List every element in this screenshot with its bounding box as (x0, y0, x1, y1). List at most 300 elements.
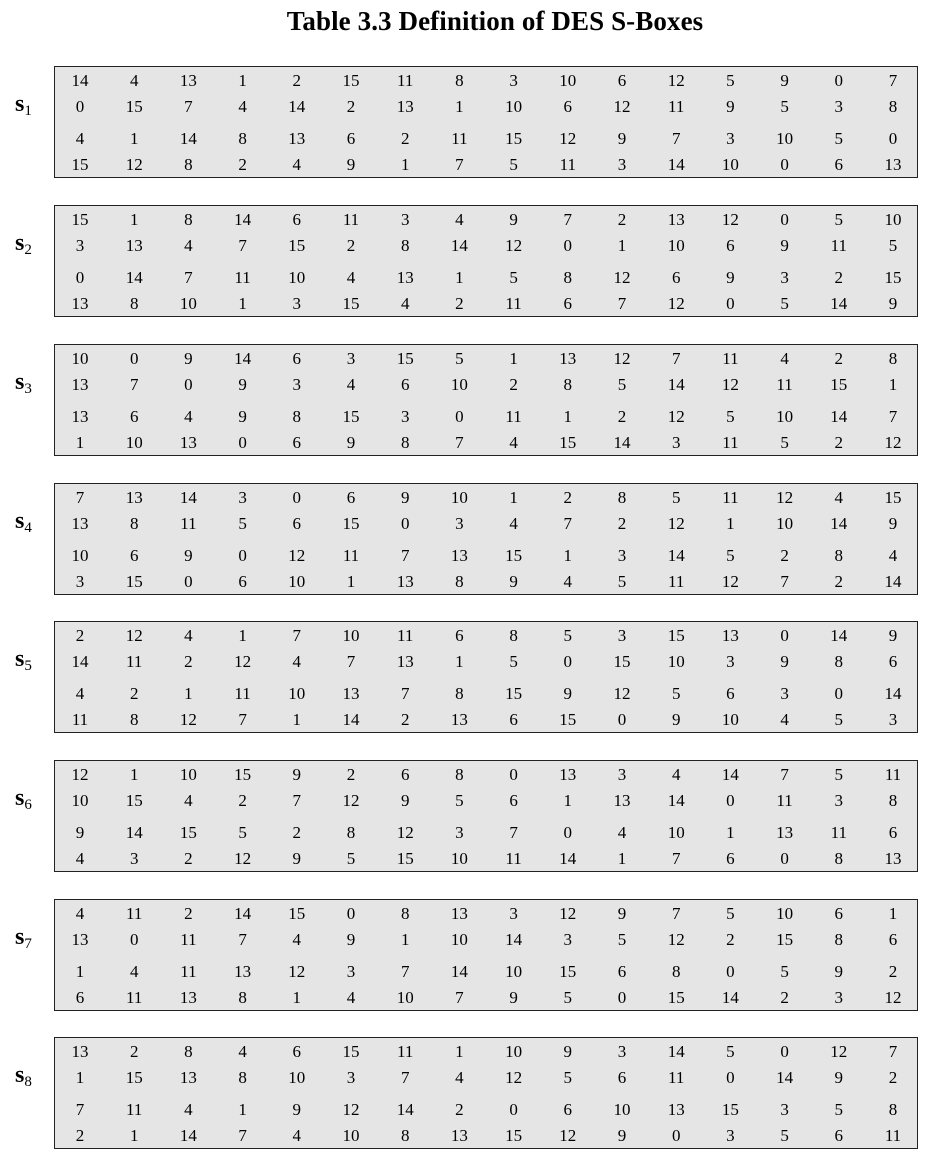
sbox-cell: 11 (342, 546, 360, 565)
sbox-row (55, 930, 917, 950)
sbox-cell: 15 (505, 546, 523, 565)
sbox-cell: 0 (75, 97, 85, 116)
sbox-row (55, 349, 917, 369)
sbox-cell: 0 (75, 268, 85, 287)
sbox-cell: 13 (396, 572, 414, 591)
sbox-label-name: s (15, 1062, 25, 1088)
sbox-cell: 5 (455, 791, 464, 810)
sbox-cell: 10 (288, 1068, 306, 1087)
sbox-cell: 12 (884, 988, 902, 1007)
sbox-cell: 15 (559, 433, 577, 452)
sbox-cell: 15 (179, 823, 197, 842)
sbox-cell: 4 (129, 962, 139, 981)
sbox-cell: 10 (505, 962, 523, 981)
sbox-cell: 12 (288, 546, 306, 565)
sbox-cell: 14 (288, 97, 306, 116)
sbox-cell: 5 (726, 1042, 735, 1061)
sbox-row (55, 488, 917, 508)
sbox-cell: 0 (780, 210, 789, 229)
sbox-cell: 13 (559, 349, 577, 368)
sbox-cell: 1 (238, 71, 247, 90)
sbox-cell: 15 (559, 710, 577, 729)
sbox-cell: 3 (617, 626, 627, 645)
sbox-cell: 14 (667, 791, 685, 810)
sbox-cell: 10 (342, 1126, 360, 1145)
sbox-cell: 10 (776, 129, 794, 148)
sbox-cell: 11 (830, 823, 847, 842)
sbox-cell: 13 (613, 791, 631, 810)
sbox-cell: 13 (71, 294, 89, 313)
sbox-cell: 12 (559, 904, 577, 923)
sbox-cell: 7 (888, 407, 898, 426)
sbox-cell: 9 (834, 1068, 844, 1087)
sbox-cell: 7 (129, 375, 139, 394)
sbox-cell: 2 (238, 155, 247, 174)
sbox-cell: 2 (563, 488, 573, 507)
sbox-cell: 14 (830, 514, 848, 533)
sbox-cell: 13 (71, 514, 89, 533)
sbox-cell: 7 (238, 710, 247, 729)
sbox-cell: 5 (726, 407, 735, 426)
sbox-cell: 4 (184, 626, 193, 645)
sbox-cell: 4 (184, 1100, 193, 1119)
sbox-cell: 14 (830, 294, 848, 313)
sbox-cell: 11 (830, 236, 847, 255)
sbox-cell: 15 (721, 1100, 739, 1119)
sbox-cell: 0 (400, 514, 410, 533)
sbox-cell: 7 (238, 1126, 247, 1145)
sbox-cell: 11 (397, 1042, 414, 1061)
sbox-cell: 15 (342, 71, 360, 90)
sbox-cell: 13 (667, 1100, 685, 1119)
sbox-cell: 13 (71, 930, 89, 949)
sbox-label-name: s (15, 230, 25, 256)
sbox-cell: 2 (617, 407, 627, 426)
sbox-cell: 14 (721, 765, 739, 784)
sbox-cell: 11 (126, 904, 143, 923)
sbox-cell: 3 (455, 823, 464, 842)
sbox-cell: 15 (342, 294, 360, 313)
sbox-cell: 11 (451, 129, 468, 148)
sbox-cell: 5 (617, 375, 627, 394)
sbox-cell: 10 (179, 765, 197, 784)
sbox-cell: 6 (346, 488, 356, 507)
sbox-cell: 10 (125, 433, 143, 452)
sbox-cell: 10 (721, 710, 739, 729)
sbox-cell: 6 (726, 236, 735, 255)
sbox-cell: 4 (346, 375, 356, 394)
sbox-cell: 15 (667, 626, 685, 645)
sbox-cell: 10 (667, 652, 685, 671)
sbox-cell: 3 (834, 97, 844, 116)
sbox-cell: 9 (509, 210, 518, 229)
sbox-cell: 9 (509, 572, 518, 591)
sbox-label-name: s (15, 785, 25, 811)
sbox-cell: 4 (292, 155, 302, 174)
sbox-cell: 7 (671, 849, 681, 868)
sbox-cell: 7 (400, 962, 410, 981)
sbox-cell: 12 (559, 1126, 577, 1145)
sbox-cell: 13 (721, 626, 739, 645)
sbox-label (15, 925, 32, 956)
sbox-cell: 2 (75, 1126, 85, 1145)
sbox-cell: 14 (776, 1068, 794, 1087)
sbox-cell: 8 (888, 97, 898, 116)
sbox-cell: 14 (667, 1042, 685, 1061)
sbox-cell: 13 (776, 823, 794, 842)
sbox-row (55, 1126, 917, 1146)
sbox-4 (0, 483, 936, 598)
sbox-cell: 2 (780, 546, 789, 565)
sbox-cell: 9 (238, 407, 247, 426)
sbox-cell: 11 (776, 791, 793, 810)
sbox-cell: 1 (563, 546, 573, 565)
sbox-cell: 9 (292, 765, 302, 784)
sbox-label-subscript: 2 (24, 242, 32, 258)
sbox-cell: 10 (288, 572, 306, 591)
sbox-cell: 2 (346, 97, 356, 116)
sbox-cell: 7 (184, 97, 193, 116)
sbox-cell: 14 (179, 1126, 197, 1145)
sbox-cell: 11 (722, 488, 739, 507)
sbox-row (55, 294, 917, 314)
sbox-cell: 3 (129, 849, 139, 868)
sbox-cell: 13 (125, 488, 143, 507)
sbox-cell: 5 (780, 97, 789, 116)
sbox-cell: 0 (834, 71, 844, 90)
sbox-cell: 1 (129, 1126, 139, 1145)
sbox-cell: 5 (780, 1126, 789, 1145)
sbox-cell: 15 (830, 375, 848, 394)
sbox-cell: 15 (71, 210, 89, 229)
sbox-cell: 4 (509, 514, 518, 533)
sbox-cell: 3 (400, 210, 410, 229)
sbox-row (55, 652, 917, 672)
sbox-cell: 4 (400, 294, 410, 313)
sbox-grid (54, 1037, 918, 1149)
sbox-cell: 10 (667, 236, 685, 255)
sbox-cell: 12 (721, 375, 739, 394)
sbox-cell: 9 (888, 514, 898, 533)
sbox-cell: 6 (617, 1068, 627, 1087)
sbox-cell: 0 (292, 488, 302, 507)
sbox-cell: 9 (75, 823, 85, 842)
sbox-cell: 7 (563, 210, 573, 229)
sbox-cell: 5 (834, 710, 844, 729)
sbox-cell: 6 (888, 823, 898, 842)
sbox-cell: 15 (288, 904, 306, 923)
sbox-cell: 7 (617, 294, 627, 313)
sbox-cell: 9 (184, 349, 193, 368)
sbox-cell: 6 (509, 791, 518, 810)
sbox-cell: 5 (780, 294, 789, 313)
sbox-cell: 0 (726, 791, 735, 810)
sbox-cell: 10 (776, 514, 794, 533)
sbox-cell: 14 (342, 710, 360, 729)
sbox-cell: 3 (292, 375, 302, 394)
sbox-cell: 10 (450, 849, 468, 868)
sbox-cell: 8 (238, 129, 247, 148)
sbox-cell: 13 (179, 1068, 197, 1087)
sbox-row (55, 407, 917, 427)
sbox-cell: 4 (292, 1126, 302, 1145)
sbox-cell: 7 (455, 433, 464, 452)
sbox-cell: 0 (780, 1042, 789, 1061)
sbox-cell: 15 (559, 962, 577, 981)
sbox-cell: 2 (726, 930, 735, 949)
sbox-cell: 4 (346, 988, 356, 1007)
sbox-cell: 2 (292, 823, 302, 842)
sbox-cell: 1 (509, 349, 518, 368)
sbox-cell: 9 (780, 71, 789, 90)
sbox-cell: 15 (125, 791, 143, 810)
sbox-cell: 5 (834, 1100, 844, 1119)
sbox-grid (54, 760, 918, 872)
sbox-label-subscript: 4 (24, 520, 32, 536)
sbox-label (15, 786, 32, 817)
sbox-cell: 6 (129, 546, 139, 565)
sbox-cell: 1 (455, 652, 464, 671)
sbox-cell: 3 (834, 791, 844, 810)
sbox-cell: 0 (346, 904, 356, 923)
sbox-cell: 1 (238, 1100, 247, 1119)
sbox-cell: 1 (888, 904, 898, 923)
sbox-cell: 14 (667, 546, 685, 565)
sbox-cell: 5 (726, 71, 735, 90)
sbox-label-name: s (15, 91, 25, 117)
sbox-cell: 15 (396, 849, 414, 868)
sbox-cell: 4 (129, 71, 139, 90)
sbox-cell: 10 (450, 488, 468, 507)
sbox-cell: 7 (888, 71, 898, 90)
sbox-cell: 0 (238, 546, 247, 565)
sbox-cell: 14 (234, 210, 252, 229)
sbox-cell: 6 (726, 849, 735, 868)
sbox-row (55, 210, 917, 230)
sbox-cell: 11 (668, 97, 685, 116)
sbox-cell: 0 (563, 652, 573, 671)
sbox-cell: 2 (834, 268, 844, 287)
sbox-cell: 6 (400, 765, 410, 784)
sbox-cell: 15 (288, 236, 306, 255)
sbox-cell: 14 (884, 684, 902, 703)
sbox-cell: 0 (129, 930, 139, 949)
sbox-cell: 8 (455, 71, 464, 90)
sbox-cell: 0 (184, 572, 193, 591)
sbox-cell: 5 (780, 433, 789, 452)
sbox-cell: 7 (184, 268, 193, 287)
sbox-cell: 7 (292, 626, 302, 645)
sbox-cell: 4 (780, 349, 789, 368)
sbox-cell: 7 (671, 349, 681, 368)
sbox-cell: 15 (396, 349, 414, 368)
sbox-cell: 10 (667, 823, 685, 842)
sbox-cell: 5 (563, 1068, 573, 1087)
sbox-cell: 9 (780, 652, 789, 671)
sbox-cell: 6 (75, 988, 85, 1007)
sbox-cell: 11 (234, 684, 251, 703)
sbox-cell: 13 (125, 236, 143, 255)
sbox-row (55, 514, 917, 534)
sbox-cell: 12 (667, 930, 685, 949)
sbox-cell: 9 (617, 1126, 627, 1145)
sbox-cell: 4 (75, 129, 85, 148)
sbox-cell: 6 (563, 97, 573, 116)
sbox-cell: 3 (617, 546, 627, 565)
sbox-cell: 1 (129, 129, 139, 148)
sbox-cell: 2 (75, 626, 85, 645)
sbox-cell: 14 (179, 129, 197, 148)
sbox-cell: 7 (238, 236, 247, 255)
sbox-cell: 11 (126, 1100, 143, 1119)
sbox-cell: 0 (726, 294, 735, 313)
sbox-cell: 12 (559, 129, 577, 148)
sbox-3 (0, 344, 936, 459)
sbox-cell: 3 (346, 1068, 356, 1087)
sbox-cell: 0 (129, 349, 139, 368)
sbox-cell: 14 (125, 823, 143, 842)
sbox-cell: 5 (563, 626, 573, 645)
sbox-cell: 15 (125, 1068, 143, 1087)
sbox-cell: 3 (888, 710, 898, 729)
sbox-cell: 5 (563, 988, 573, 1007)
sbox-cell: 13 (342, 684, 360, 703)
sbox-cell: 7 (671, 129, 681, 148)
sbox-cell: 1 (400, 155, 410, 174)
sbox-cell: 5 (888, 236, 898, 255)
sbox-label (15, 647, 32, 678)
sbox-cell: 3 (292, 294, 302, 313)
sbox-cell: 8 (888, 1100, 898, 1119)
sbox-cell: 7 (455, 988, 464, 1007)
sbox-cell: 4 (455, 210, 464, 229)
sbox-cell: 10 (884, 210, 902, 229)
sbox-row (55, 1042, 917, 1062)
sbox-cell: 10 (179, 294, 197, 313)
sbox-cell: 11 (776, 375, 793, 394)
sbox-cell: 8 (671, 962, 681, 981)
sbox-cell: 3 (617, 1042, 627, 1061)
table-title: Table 3.3 Definition of DES S-Boxes (286, 6, 704, 36)
sbox-row (55, 572, 917, 592)
sbox-cell: 5 (509, 652, 518, 671)
sbox-cell: 9 (888, 294, 898, 313)
sbox-grid (54, 344, 918, 456)
sbox-cell: 1 (563, 407, 573, 426)
sbox-cell: 6 (671, 268, 681, 287)
sbox-row (55, 791, 917, 811)
sbox-row (55, 684, 917, 704)
sbox-cell: 7 (455, 155, 464, 174)
sbox-1 (0, 66, 936, 181)
sbox-cell: 3 (238, 488, 247, 507)
sbox-cell: 14 (830, 407, 848, 426)
sbox-cell: 6 (292, 349, 302, 368)
sbox-cell: 6 (238, 572, 247, 591)
sbox-cell: 6 (129, 407, 139, 426)
sbox-cell: 11 (126, 652, 143, 671)
sbox-cell: 12 (342, 1100, 360, 1119)
sbox-cell: 15 (884, 268, 902, 287)
sbox-cell: 7 (888, 1042, 898, 1061)
sbox-cell: 5 (617, 572, 627, 591)
sbox-cell: 11 (397, 71, 414, 90)
sbox-cell: 13 (559, 765, 577, 784)
sbox-cell: 12 (505, 1068, 523, 1087)
sbox-cell: 10 (342, 626, 360, 645)
sbox-cell: 6 (834, 155, 844, 174)
sbox-cell: 2 (400, 710, 410, 729)
sbox-row (55, 626, 917, 646)
sbox-cell: 1 (726, 823, 735, 842)
sbox-cell: 6 (726, 684, 735, 703)
sbox-cell: 4 (292, 930, 302, 949)
sbox-cell: 3 (455, 514, 464, 533)
sbox-cell: 7 (238, 930, 247, 949)
sbox-label (15, 370, 32, 401)
sbox-cell: 5 (671, 684, 681, 703)
sbox-cell: 8 (888, 791, 898, 810)
sbox-cell: 6 (888, 652, 898, 671)
sbox-cell: 6 (563, 1100, 573, 1119)
sbox-cell: 13 (71, 407, 89, 426)
sbox-cell: 3 (509, 71, 518, 90)
sbox-cell: 13 (450, 546, 468, 565)
sbox-cell: 0 (726, 962, 735, 981)
sbox-cell: 10 (288, 268, 306, 287)
sbox-cell: 7 (400, 1068, 410, 1087)
sbox-row (55, 546, 917, 566)
sbox-label-name: s (15, 369, 25, 395)
sbox-cell: 9 (346, 930, 356, 949)
sbox-label-subscript: 6 (24, 797, 32, 813)
sbox-cell: 1 (888, 375, 898, 394)
sbox-cell: 15 (505, 684, 523, 703)
sbox-cell: 8 (238, 988, 247, 1007)
sbox-cell: 14 (830, 626, 848, 645)
sbox-cell: 3 (780, 1100, 789, 1119)
sbox-cell: 9 (726, 268, 735, 287)
sbox-cell: 11 (505, 407, 522, 426)
sbox-cell: 9 (400, 488, 410, 507)
sbox-cell: 14 (179, 488, 197, 507)
sbox-cell: 0 (671, 1126, 681, 1145)
sbox-cell: 1 (455, 268, 464, 287)
sbox-cell: 11 (884, 1126, 902, 1145)
sbox-cell: 10 (396, 988, 414, 1007)
sbox-cell: 11 (342, 210, 360, 229)
sbox-row (55, 823, 917, 843)
sbox-cell: 15 (505, 1126, 523, 1145)
sbox-cell: 11 (505, 849, 522, 868)
sbox-cell: 8 (129, 514, 139, 533)
sbox-cell: 0 (184, 375, 193, 394)
sbox-cell: 10 (613, 1100, 631, 1119)
sbox-cell: 2 (617, 514, 627, 533)
sbox-row (55, 962, 917, 982)
sbox-cell: 3 (671, 433, 681, 452)
sbox-row (55, 710, 917, 730)
sbox-cell: 5 (834, 765, 844, 784)
sbox-cell: 8 (834, 849, 844, 868)
sbox-cell: 13 (179, 988, 197, 1007)
sbox-cell: 9 (834, 962, 844, 981)
sbox-cell: 15 (234, 765, 252, 784)
sbox-cell: 4 (346, 268, 356, 287)
sbox-cell: 13 (396, 652, 414, 671)
sbox-cell: 2 (780, 988, 789, 1007)
sbox-cell: 1 (563, 791, 573, 810)
